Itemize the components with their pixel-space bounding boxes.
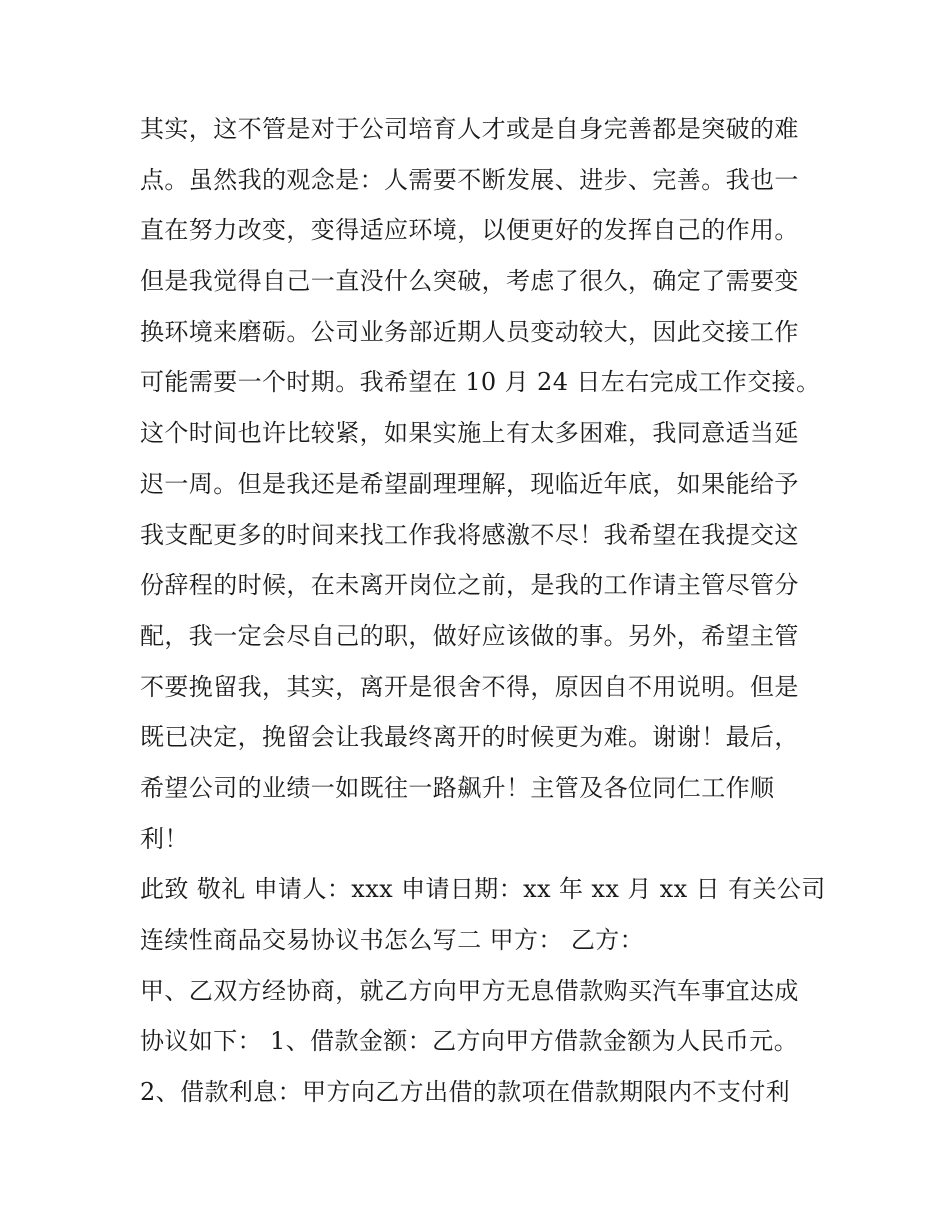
text-line: 迟一周。但是我还是希望副理理解，现临近年底，如果能给予 bbox=[140, 469, 799, 498]
text-line: 我支配更多的时间来找工作我将感激不尽！我希望在我提交这 bbox=[140, 520, 799, 549]
text-line: 此致 敬礼 申请人：xxx 申请日期：xx 年 xx 月 xx 日 有关公司 bbox=[140, 875, 826, 904]
text-line: 这个时间也许比较紧，如果实施上有太多困难，我同意适当延 bbox=[140, 419, 799, 448]
text-line: 其实，这不管是对于公司培育人才或是自身完善都是突破的难 bbox=[140, 115, 799, 143]
text-line: 点。虽然我的观念是：人需要不断发展、进步、完善。我也一 bbox=[140, 165, 799, 194]
text-line: 可能需要一个时期。我希望在 10 月 24 日左右完成工作交接。 bbox=[140, 368, 821, 397]
text-line: 份辞程的时候，在未离开岗位之前，是我的工作请主管尽管分 bbox=[140, 571, 799, 600]
text-line: 利！ bbox=[140, 824, 189, 853]
text-line: 不要挽留我，其实，离开是很舍不得，原因自不用说明。但是 bbox=[140, 672, 799, 701]
text-line: 2、借款利息：甲方向乙方出借的款项在借款期限内不支付利 bbox=[140, 1078, 791, 1107]
text-line: 直在努力改变，变得适应环境，以便更好的发挥自己的作用。 bbox=[140, 216, 799, 245]
text-line: 甲、乙双方经协商，就乙方向甲方无息借款购买汽车事宜达成 bbox=[140, 976, 799, 1005]
document-body bbox=[140, 104, 830, 1118]
text-line: 既已决定，挽留会让我最终离开的时候更为难。谢谢！最后， bbox=[140, 723, 799, 752]
text-line: 换环境来磨砺。公司业务部近期人员变动较大，因此交接工作 bbox=[140, 317, 799, 346]
text-line: 连续性商品交易协议书怎么写二 甲方： 乙方： bbox=[140, 926, 645, 954]
text-line: 协议如下： 1、借款金额：乙方向甲方借款金额为人民币元。 bbox=[140, 1027, 799, 1056]
text-line: 配，我一定会尽自己的职，做好应该做的事。另外，希望主管 bbox=[140, 621, 799, 650]
text-line: 但是我觉得自己一直没什么突破，考虑了很久，确定了需要变 bbox=[140, 267, 799, 296]
text-line: 希望公司的业绩一如既往一路飙升！主管及各位同仁工作顺 bbox=[140, 773, 775, 802]
